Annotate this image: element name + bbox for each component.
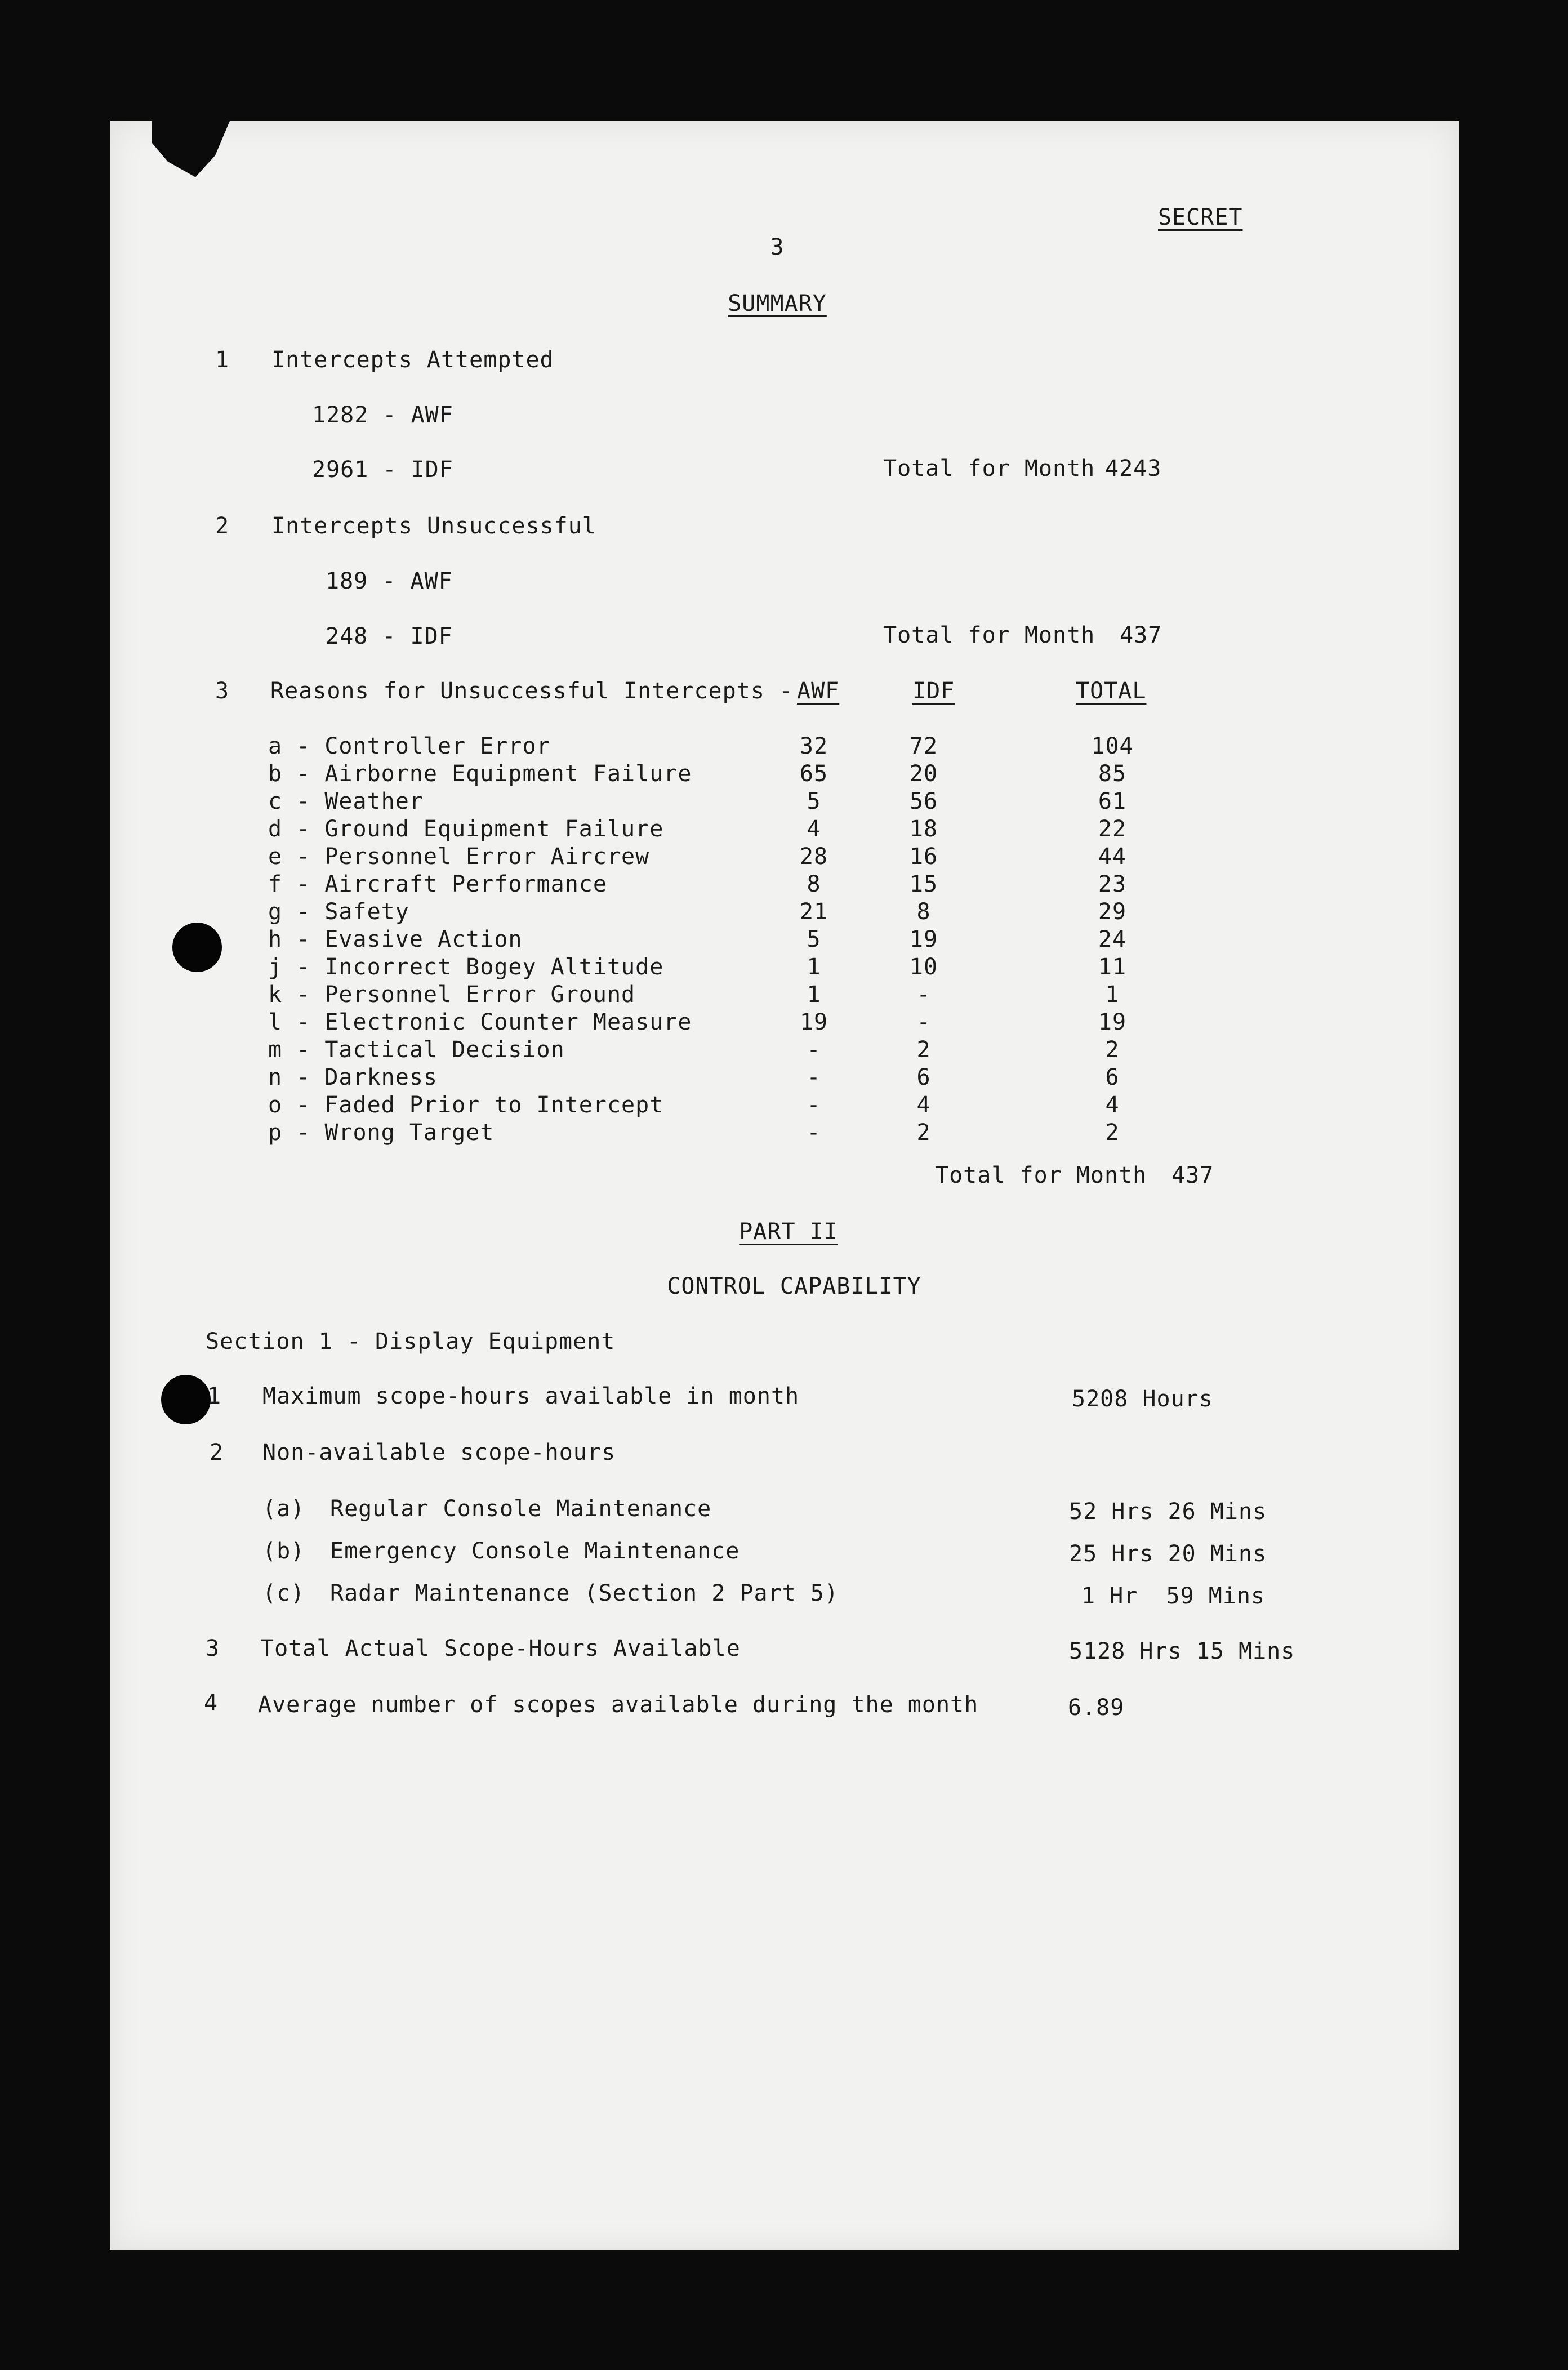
item-label: Intercepts Attempted: [271, 347, 554, 373]
sub-item-label: Emergency Console Maintenance: [330, 1538, 740, 1564]
sub-item-label: Regular Console Maintenance: [330, 1496, 712, 1522]
idf-value: 15: [909, 871, 938, 897]
sub-item-value: 25 Hrs 20 Mins: [1069, 1541, 1267, 1567]
item-number: 1: [207, 1383, 222, 1409]
idf-value: 10: [909, 954, 938, 980]
awf-value: 28: [799, 844, 828, 870]
total-label: Total for Month: [935, 1162, 1147, 1188]
reason-label: j - Incorrect Bogey Altitude: [268, 954, 664, 980]
item-label: Average number of scopes available during the month: [258, 1692, 979, 1718]
reason-label: a - Controller Error: [268, 733, 551, 759]
awf-count: 189 - AWF: [326, 568, 453, 594]
sub-item-key: (a): [262, 1496, 305, 1522]
total-value: 44: [1098, 844, 1127, 870]
reason-label: l - Electronic Counter Measure: [268, 1009, 692, 1035]
item-label: Intercepts Unsuccessful: [271, 513, 596, 539]
total-label: Total for Month: [883, 622, 1095, 648]
idf-value: 72: [909, 733, 938, 759]
reason-label: b - Airborne Equipment Failure: [268, 761, 692, 787]
total-value: 85: [1098, 761, 1127, 787]
section-heading: Section 1 - Display Equipment: [206, 1329, 616, 1355]
item-number: 2: [210, 1440, 224, 1465]
idf-value: 19: [909, 926, 938, 952]
idf-count: 2961 - IDF: [312, 457, 453, 483]
item-number: 1: [215, 347, 230, 373]
total-value: 61: [1098, 788, 1127, 814]
sub-item-value: 1 Hr 59 Mins: [1081, 1583, 1266, 1609]
idf-value: 4: [916, 1092, 931, 1118]
awf-value: 8: [807, 871, 821, 897]
reason-label: m - Tactical Decision: [268, 1037, 565, 1063]
reason-label: o - Faded Prior to Intercept: [268, 1092, 664, 1118]
document-page: [110, 121, 1459, 2250]
item-number: 3: [215, 678, 230, 704]
item-label: Maximum scope-hours available in month: [262, 1383, 800, 1409]
item-value: 6.89: [1068, 1695, 1125, 1721]
awf-value: -: [807, 1037, 821, 1063]
reason-label: p - Wrong Target: [268, 1120, 495, 1146]
reason-label: n - Darkness: [268, 1064, 438, 1090]
column-header-idf: IDF: [912, 678, 955, 704]
total-value: 23: [1098, 871, 1127, 897]
total-value: 22: [1098, 816, 1127, 842]
total-value: 19: [1098, 1009, 1127, 1035]
total-value: 4: [1105, 1092, 1120, 1118]
awf-value: -: [807, 1120, 821, 1146]
column-header-total: TOTAL: [1076, 678, 1147, 704]
total-value: 24: [1098, 926, 1127, 952]
item-label: Total Actual Scope-Hours Available: [260, 1636, 741, 1661]
idf-value: 6: [916, 1064, 931, 1090]
idf-value: 2: [916, 1120, 931, 1146]
awf-value: -: [807, 1064, 821, 1090]
column-header-awf: AWF: [797, 678, 840, 704]
part-subtitle: CONTROL CAPABILITY: [667, 1273, 921, 1299]
total-value: 437: [1171, 1162, 1214, 1188]
sub-item-key: (b): [262, 1538, 305, 1564]
idf-count: 248 - IDF: [326, 623, 453, 649]
total-value: 4243: [1105, 456, 1162, 482]
idf-value: 2: [916, 1037, 931, 1063]
sub-item-key: (c): [262, 1580, 305, 1606]
total-label: Total for Month: [883, 456, 1095, 482]
punch-hole: [172, 923, 222, 972]
item-number: 4: [204, 1690, 219, 1716]
awf-value: 5: [807, 926, 821, 952]
sub-item-label: Radar Maintenance (Section 2 Part 5): [330, 1580, 839, 1606]
reason-label: c - Weather: [268, 788, 424, 814]
idf-value: -: [916, 1009, 931, 1035]
reason-label: d - Ground Equipment Failure: [268, 816, 664, 842]
classification-marking: SECRET: [1158, 204, 1243, 230]
item-value: 5208 Hours: [1072, 1386, 1213, 1412]
idf-value: 56: [909, 788, 938, 814]
idf-value: 18: [909, 816, 938, 842]
total-value: 11: [1098, 954, 1127, 980]
awf-value: 4: [807, 816, 821, 842]
summary-title: SUMMARY: [728, 291, 827, 317]
total-value: 104: [1091, 733, 1134, 759]
awf-value: -: [807, 1092, 821, 1118]
total-value: 29: [1098, 899, 1127, 925]
item-number: 3: [206, 1636, 220, 1661]
idf-value: -: [916, 982, 931, 1008]
awf-value: 65: [799, 761, 828, 787]
reason-label: e - Personnel Error Aircrew: [268, 844, 650, 870]
idf-value: 16: [909, 844, 938, 870]
item-value: 5128 Hrs 15 Mins: [1069, 1638, 1295, 1664]
awf-count: 1282 - AWF: [312, 402, 453, 428]
awf-value: 1: [807, 982, 821, 1008]
total-value: 6: [1105, 1064, 1120, 1090]
page-number: 3: [770, 234, 785, 260]
part-title: PART II: [739, 1219, 838, 1245]
total-value: 1: [1105, 982, 1120, 1008]
reason-label: f - Aircraft Performance: [268, 871, 607, 897]
reason-label: g - Safety: [268, 899, 409, 925]
awf-value: 19: [799, 1009, 828, 1035]
awf-value: 1: [807, 954, 821, 980]
item-number: 2: [215, 513, 230, 539]
reason-label: k - Personnel Error Ground: [268, 982, 636, 1008]
idf-value: 20: [909, 761, 938, 787]
reason-label: h - Evasive Action: [268, 926, 523, 952]
sub-item-value: 52 Hrs 26 Mins: [1069, 1499, 1267, 1525]
item-label: Non-available scope-hours: [262, 1440, 616, 1465]
punch-hole: [161, 1375, 211, 1424]
total-value: 2: [1105, 1037, 1120, 1063]
item-label: Reasons for Unsuccessful Intercepts -: [270, 678, 794, 704]
awf-value: 32: [799, 733, 828, 759]
idf-value: 8: [916, 899, 931, 925]
total-value: 2: [1105, 1120, 1120, 1146]
awf-value: 5: [807, 788, 821, 814]
total-value: 437: [1120, 622, 1162, 648]
awf-value: 21: [799, 899, 828, 925]
